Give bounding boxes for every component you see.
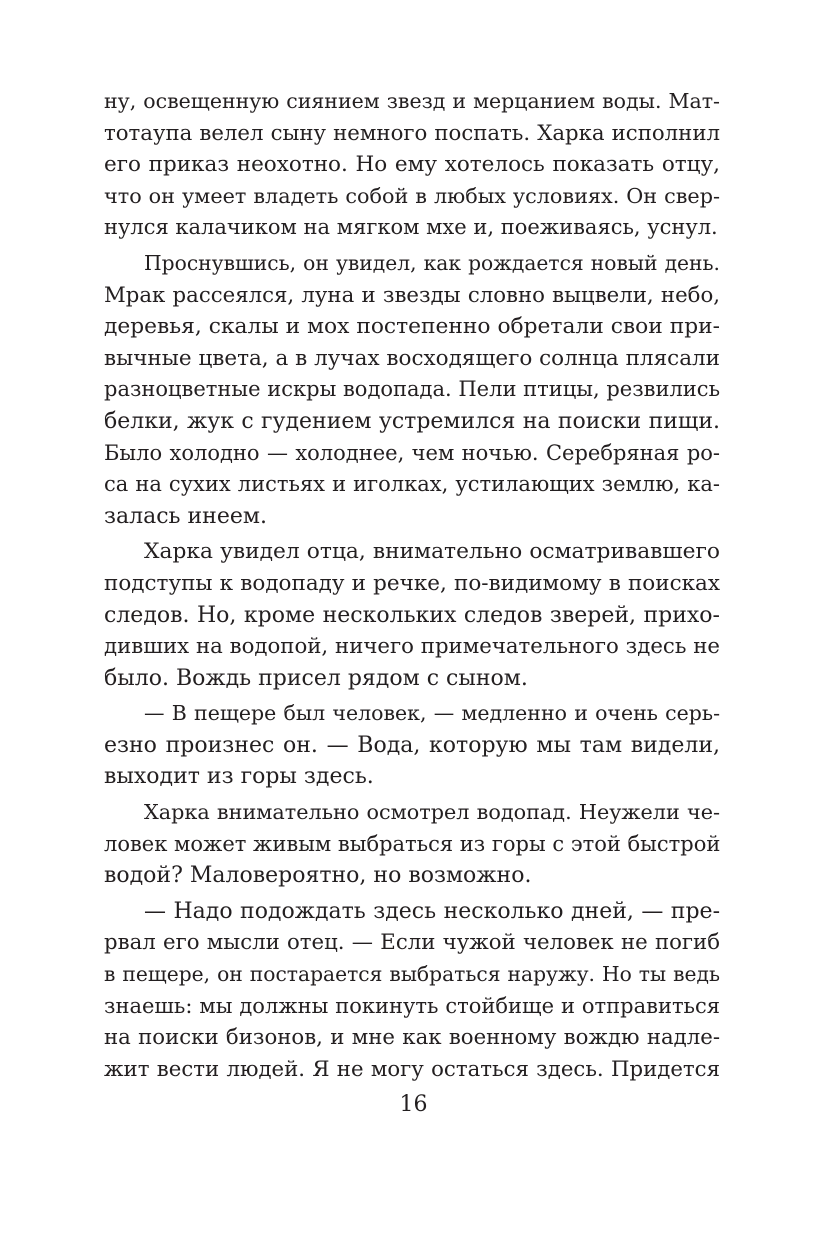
text-line: дивших на водопой, ничего примечательного здесь не: [104, 634, 720, 660]
text-line: жит вести людей. Я не могу остаться здесь. Придется: [104, 1056, 720, 1082]
text-line: разноцветные искры водопада. Пели птицы, резвились: [104, 377, 720, 402]
text-line: Было холодно — холоднее, чем ночью. Серебряная ро-: [104, 440, 720, 465]
text-line: ну, освещенную сиянием звезд и мерцанием воды. Мат-: [104, 89, 720, 113]
text-line: что он умеет владеть собой в любых условиях. Он свер-: [104, 183, 720, 208]
text-line: вычные цвета, а в лучах восходящего солнца плясали: [104, 345, 720, 371]
text-line: белки, жук с гудением устремился на поиски пищи.: [104, 408, 720, 434]
text-line: было. Вождь присел рядом с сыном.: [104, 665, 528, 691]
paragraph: [104, 536, 720, 694]
text-line: подступы к водопаду и речке, по-видимому в поисках: [104, 570, 720, 596]
text-line: Харка внимательно осмотрел водопад. Неужели че-: [144, 800, 720, 825]
paragraph: [104, 797, 720, 892]
text-line: нулся калачиком на мягком мхе и, поеживаясь, уснул.: [104, 215, 718, 240]
text-line: деревья, скалы и мох постепенно обретали свои при-: [104, 314, 720, 340]
paragraph: [104, 248, 720, 532]
text-line: его приказ неохотно. Но ему хотелось показать отцу,: [104, 152, 720, 178]
text-line: Мрак рассеялся, луна и звезды словно выцвели, небо,: [104, 282, 720, 308]
text-line: на поиски бизонов, и мне как военному вождю надле-: [104, 1025, 720, 1051]
paragraph: [104, 86, 720, 244]
text-line: Харка увидел отца, внимательно осматривавшего: [144, 539, 720, 565]
text-line: в пещере, он постарается выбраться наружу. Но ты ведь: [104, 962, 720, 987]
text-line: са на сухих листьях и иголках, устилающих землю, ка-: [104, 472, 720, 497]
page-number: 16: [399, 1092, 428, 1117]
text-line: — Надо подождать здесь несколько дней, — пре-: [144, 898, 720, 924]
text-line: водой? Маловероятно, но возможно.: [104, 863, 532, 889]
text-line: рвал его мысли отец. — Если чужой человек не погиб: [104, 930, 720, 956]
body-text: [104, 86, 720, 1085]
text-line: знаешь: мы должны покинуть стойбище и отправиться: [104, 993, 720, 1018]
text-line: следов. Но, кроме нескольких следов зверей, прихо-: [104, 602, 720, 628]
paragraph: [104, 896, 720, 1086]
text-line: залась инеем.: [104, 503, 267, 529]
text-line: Проснувшись, он увидел, как рождается новый день.: [144, 250, 720, 275]
paragraph: [104, 698, 720, 793]
text-line: ловек может живым выбраться из горы с этой быстрой: [104, 831, 721, 856]
text-line: тотаупа велел сыну немного поспать. Харка исполнил: [104, 120, 720, 146]
text-line: — В пещере был человек, — медленно и очень серь-: [144, 701, 720, 726]
text-line: выходит из горы здесь.: [104, 764, 374, 790]
text-line: езно произнес он. — Вода, которую мы там видели,: [104, 732, 720, 758]
